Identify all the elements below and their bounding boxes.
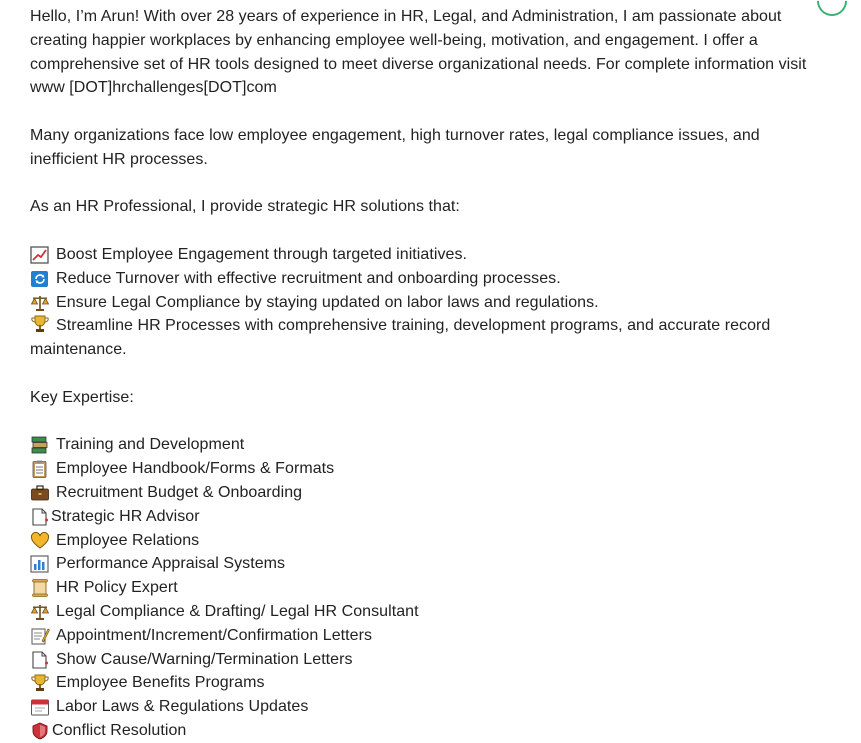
calendar-icon	[30, 698, 50, 716]
list-item: Employee Relations	[30, 529, 820, 553]
list-item: Reduce Turnover with effective recruitment and onboarding processes.	[30, 267, 820, 291]
expertise-list	[30, 433, 820, 742]
heart-icon	[30, 532, 50, 550]
list-item: Conflict Resolution	[30, 719, 820, 743]
expertise-heading: Key Expertise:	[30, 388, 134, 406]
list-item: Boost Employee Engagement through targeted initiatives.	[30, 243, 820, 267]
list-item: Appointment/Increment/Confirmation Letters	[30, 624, 820, 648]
scales-icon	[30, 603, 50, 621]
list-item: Performance Appraisal Systems	[30, 552, 820, 576]
scales-icon	[30, 294, 50, 312]
trophy-icon	[30, 674, 50, 692]
intro-paragraph: Hello, I’m Arun! With over 28 years of experience in HR, Legal, and Administration, I am passionate about creating happier workplaces by enhancing employee well-being, motivation, and engagement. I offer a comprehensive set of HR tools designed to meet diverse organizational needs. For complete information visit www [DOT]hrchallenges[DOT]com	[30, 8, 807, 97]
problem-paragraph: Many organizations face low employee engagement, high turnover rates, legal compliance issues, and inefficient HR processes.	[30, 126, 760, 168]
memo-icon	[30, 627, 50, 645]
list-item: Employee Handbook/Forms & Formats	[30, 457, 820, 481]
list-item: Streamline HR Processes with comprehensive training, development programs, and accurate record maintenance.	[30, 317, 771, 359]
list-item: Strategic HR Advisor	[30, 505, 820, 529]
bar-chart-icon	[30, 555, 50, 573]
list-item: Legal Compliance & Drafting/ Legal HR Consultant	[30, 600, 820, 624]
list-item: Recruitment Budget & Onboarding	[30, 481, 820, 505]
description-body	[30, 5, 820, 743]
list-item: Show Cause/Warning/Termination Letters	[30, 648, 820, 672]
clipboard-icon	[30, 460, 50, 478]
chart-increasing-icon	[30, 246, 50, 264]
list-item: Ensure Legal Compliance by staying updated on labor laws and regulations.	[30, 291, 820, 315]
trophy-icon	[30, 315, 50, 333]
document-icon	[30, 508, 50, 526]
briefcase-icon	[30, 484, 50, 502]
document-icon	[30, 651, 50, 669]
scroll-icon	[30, 579, 50, 597]
list-item: HR Policy Expert	[30, 576, 820, 600]
books-icon	[30, 436, 50, 454]
refresh-icon	[30, 270, 50, 288]
list-item: Employee Benefits Programs	[30, 671, 820, 695]
shield-icon	[30, 722, 50, 740]
list-item: Labor Laws & Regulations Updates	[30, 695, 820, 719]
list-item: Training and Development	[30, 433, 820, 457]
solutions-list	[30, 243, 820, 362]
solutions-heading: As an HR Professional, I provide strategic HR solutions that:	[30, 198, 460, 216]
